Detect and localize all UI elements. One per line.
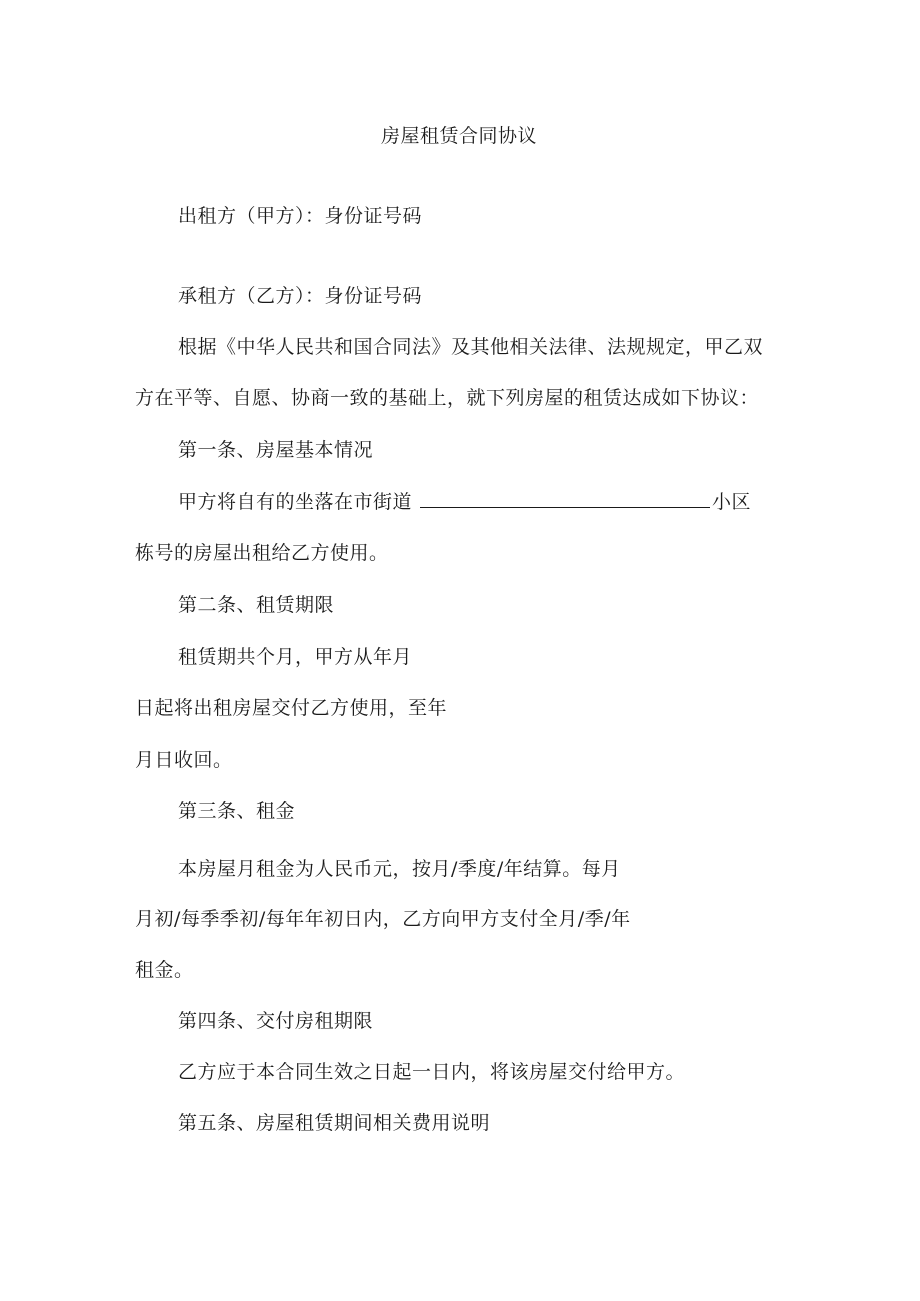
lessee-line: 承租方（乙方）：身份证号码 bbox=[178, 285, 423, 307]
article-3-line-1: 本房屋月租金为人民币元，按月/季度/年结算。每月 bbox=[178, 858, 621, 880]
document-title: 房屋租赁合同协议 bbox=[381, 125, 538, 147]
article-3-line-3: 租金。 bbox=[135, 959, 194, 981]
article-2-heading: 第二条、租赁期限 bbox=[178, 594, 335, 616]
address-blank bbox=[420, 491, 710, 508]
article-1-line-1-suffix: 小区 bbox=[712, 491, 752, 513]
preamble-line-2: 方在平等、自愿、协商一致的基础上，就下列房屋的租赁达成如下协议： bbox=[135, 387, 760, 409]
article-1-heading: 第一条、房屋基本情况 bbox=[178, 439, 374, 461]
article-4-heading: 第四条、交付房租期限 bbox=[178, 1010, 374, 1032]
article-1-line-2: 栋号的房屋出租给乙方使用。 bbox=[135, 542, 389, 564]
article-2-line-2: 日起将出租房屋交付乙方使用，至年 bbox=[135, 697, 448, 719]
lessor-line: 出租方（甲方）：身份证号码 bbox=[178, 205, 423, 227]
article-3-line-2: 月初/每季季初/每年年初日内，乙方向甲方支付全月/季/年 bbox=[135, 908, 631, 930]
article-3-heading: 第三条、租金 bbox=[178, 800, 296, 822]
article-2-line-1: 租赁期共个月，甲方从年月 bbox=[178, 646, 413, 668]
article-2-line-3: 月日收回。 bbox=[135, 749, 233, 771]
article-1-line-1 bbox=[178, 490, 751, 514]
preamble-line-1: 根据《中华人民共和国合同法》及其他相关法律、法规规定，甲乙双 bbox=[178, 336, 764, 358]
article-5-heading: 第五条、房屋租赁期间相关费用说明 bbox=[178, 1112, 491, 1134]
article-4-line-1: 乙方应于本合同生效之日起一日内，将该房屋交付给甲方。 bbox=[178, 1061, 686, 1083]
article-1-line-1-prefix: 甲方将自有的坐落在市街道 bbox=[178, 491, 413, 513]
